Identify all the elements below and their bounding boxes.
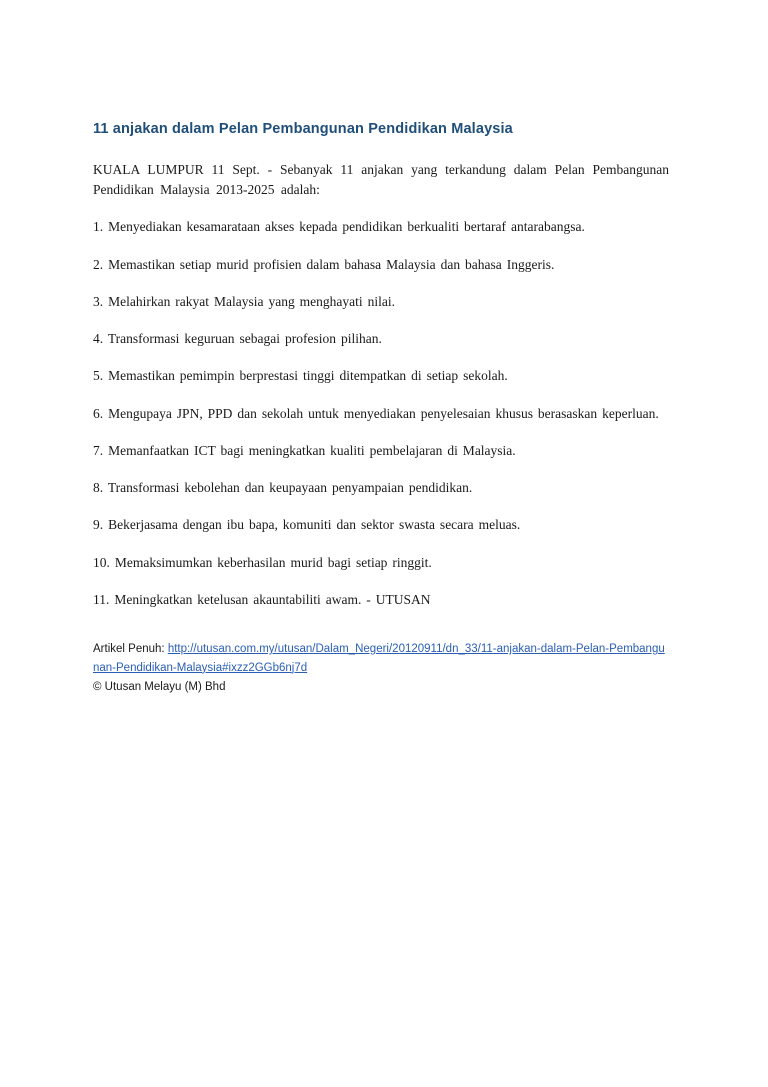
list-item: 10. Memaksimumkan keberhasilan murid bagi setiap ringgit. [93, 554, 432, 570]
list-item: 2. Memastikan setiap murid profisien dalam bahasa Malaysia dan bahasa Inggeris. [93, 256, 555, 272]
list-item: 11. Meningkatkan ketelusan akauntabiliti awam. - UTUSAN [93, 591, 431, 607]
list-item: 5. Memastikan pemimpin berprestasi tinggi ditempatkan di setiap sekolah. [93, 368, 508, 384]
list-item: 1. Menyediakan kesamarataan akses kepada pendidikan berkualiti bertaraf antarabangsa. [93, 219, 585, 235]
list-item: 6. Mengupaya JPN, PPD dan sekolah untuk menyediakan penyelesaian khusus berasaskan keperluan. [93, 405, 659, 421]
list-item: 3. Melahirkan rakyat Malaysia yang menghayati nilai. [93, 293, 396, 309]
list-item: 4. Transformasi keguruan sebagai profesion pilihan. [93, 331, 382, 347]
intro-paragraph: KUALA LUMPUR 11 Sept. - Sebanyak 11 anjakan yang terkandung dalam Pelan Pembangunan Pendidikan Malaysia 2013-2025 adalah: [93, 161, 669, 198]
document-body [93, 120, 669, 697]
list-item: 7. Memanfaatkan ICT bagi meningkatkan kualiti pembelajaran di Malaysia. [93, 442, 516, 458]
article-source-link[interactable]: http://utusan.com.my/utusan/Dalam_Negeri/20120911/dn_33/11-anjakan-dalam-Pelan-Pembangunan-Pendidikan-Malaysia#ixzz2GGb6nj7d [93, 643, 665, 674]
list-item: 9. Bekerjasama dengan ibu bapa, komuniti dan sektor swasta secara meluas. [93, 517, 521, 533]
copyright-notice: © Utusan Melayu (M) Bhd [93, 681, 226, 694]
article-source [93, 640, 669, 697]
article-source-label: Artikel Penuh: [93, 643, 165, 656]
list-item: 8. Transformasi kebolehan dan keupayaan penyampaian pendidikan. [93, 480, 473, 496]
page-title: 11 anjakan dalam Pelan Pembangunan Pendidikan Malaysia [93, 121, 513, 137]
